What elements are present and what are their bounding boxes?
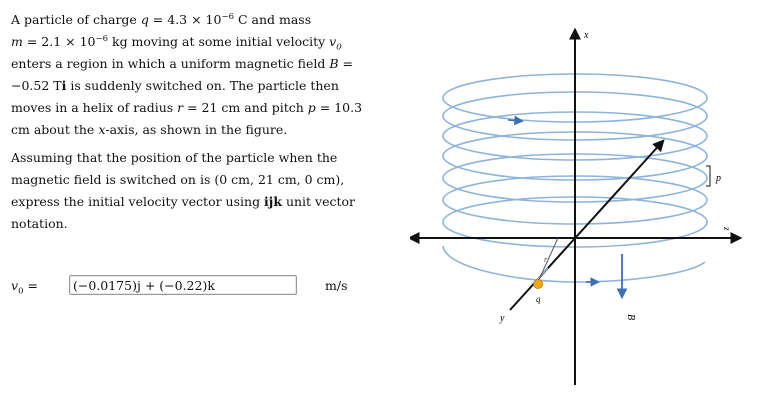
particle-label: q xyxy=(536,294,541,304)
problem-paragraph-1 xyxy=(11,9,376,141)
text: A particle of charge xyxy=(11,12,141,27)
particle-dot xyxy=(534,280,543,289)
answer-v0-letter: v xyxy=(11,277,19,293)
text: -axis, as shown in the figure. xyxy=(105,122,288,137)
y-axis-label: y xyxy=(500,313,505,324)
answer-row xyxy=(11,272,347,298)
problem-paragraph-2 xyxy=(11,147,376,235)
B-label: B xyxy=(625,314,636,321)
helix-direction-arrow xyxy=(508,120,522,121)
text: kg moving at some initial velocity xyxy=(108,34,330,49)
v0-subscript: 0 xyxy=(336,42,342,53)
m-symbol: m xyxy=(11,34,23,49)
answer-equals: = xyxy=(23,277,38,293)
helix-figure xyxy=(410,12,750,402)
ijk-bold: ijk xyxy=(264,194,282,209)
text: Assuming that the position of the particle when the magnetic field is switched on is (0 cm, 21 cm, 0 cm), express the initial velocity vector using xyxy=(11,150,345,209)
text: C and mass xyxy=(234,12,312,27)
field-value: = −0.52 T xyxy=(11,56,353,93)
particle xyxy=(534,280,543,305)
answer-value: (−0.0175)j + (−0.22)k xyxy=(73,277,215,293)
text: enters a region in which a uniform magnetic field xyxy=(11,56,330,71)
v0-symbol xyxy=(329,34,342,53)
magnetic-field-arrow xyxy=(622,254,636,320)
text: is suddenly switched on. The particle then moves in a helix of radius xyxy=(11,78,339,115)
radius-value: = 21 cm and pitch xyxy=(183,100,308,115)
pitch-label: p xyxy=(716,173,721,184)
problem-statement xyxy=(11,9,376,235)
pitch-value: = 10.3 cm about the xyxy=(11,100,363,137)
r-symbol: r xyxy=(177,100,184,115)
answer-label xyxy=(11,277,69,296)
answer-units: m/s xyxy=(325,277,348,293)
q-symbol: q xyxy=(140,12,149,27)
x-symbol: x xyxy=(98,122,106,137)
pitch-marker xyxy=(706,166,721,186)
mass-value: = 2.1 × 10 xyxy=(22,34,96,49)
y-axis-highlight xyxy=(536,268,548,281)
B-symbol: B xyxy=(329,56,339,71)
text: unit vector notation. xyxy=(11,194,356,231)
mass-exponent: −6 xyxy=(95,33,109,44)
answer-v0-subscript: 0 xyxy=(18,286,24,296)
charge-value: = 4.3 × 10 xyxy=(148,12,222,27)
charge-exponent: −6 xyxy=(221,11,234,22)
i-hat: i xyxy=(61,78,67,93)
axes xyxy=(410,30,740,385)
y-axis xyxy=(510,141,663,310)
v0-letter: v xyxy=(329,34,337,49)
radius-label: r xyxy=(544,255,548,264)
x-axis-label: x xyxy=(584,30,589,41)
p-symbol: p xyxy=(307,100,316,115)
z-axis-label: z xyxy=(722,227,732,231)
answer-input[interactable] xyxy=(69,275,297,295)
